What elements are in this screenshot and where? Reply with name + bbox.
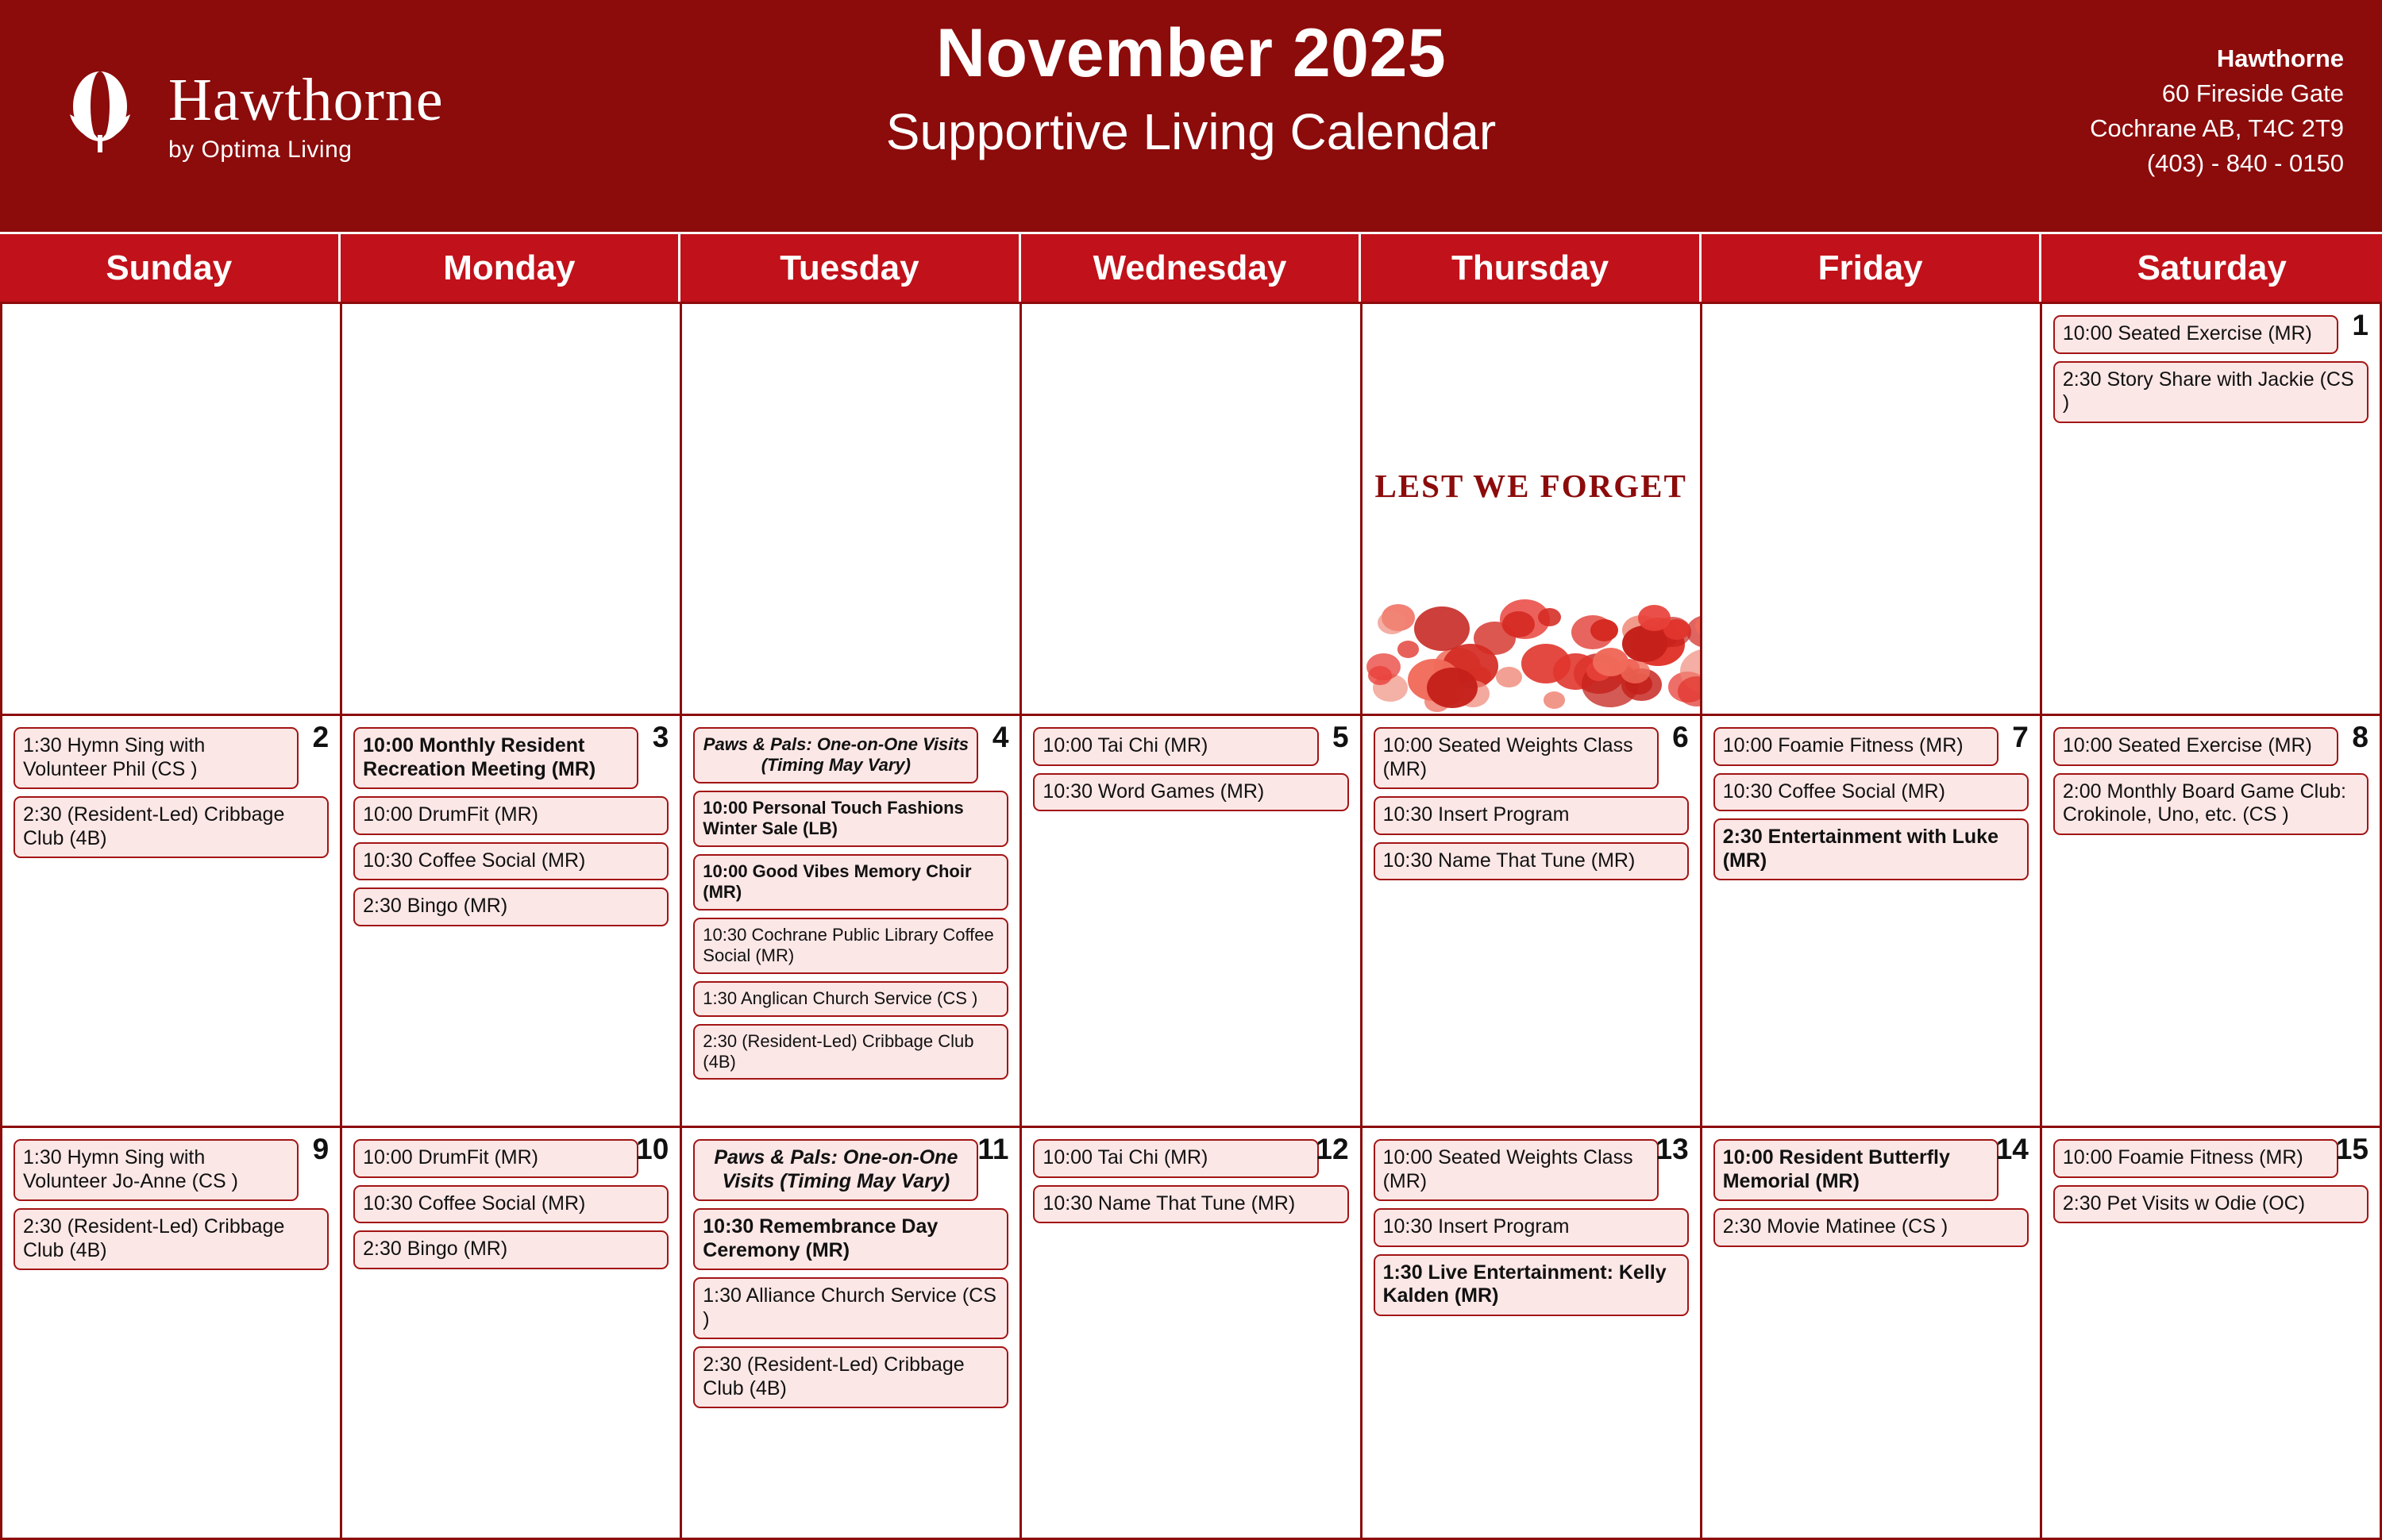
day-cell-7	[1702, 716, 2042, 1128]
event-list	[693, 1138, 1008, 1408]
day-number: 5	[1332, 721, 1349, 753]
day-cell-empty	[1702, 304, 2042, 716]
event-list	[1374, 314, 1689, 315]
calendar-event[interactable]: 10:30 Remembrance Day Ceremony (MR)	[693, 1208, 1008, 1270]
day-cell-11	[682, 1128, 1022, 1540]
calendar-event[interactable]: 2:30 Movie Matinee (CS )	[1713, 1208, 2029, 1247]
event-list	[353, 1138, 669, 1269]
day-number: 2	[312, 721, 330, 753]
day-number: 7	[2012, 721, 2029, 753]
day-number: 13	[1655, 1133, 1689, 1165]
calendar-event[interactable]: 1:30 Live Entertainment: Kelly Kalden (MR)	[1374, 1254, 1689, 1316]
day-cell-10	[342, 1128, 682, 1540]
facility-name: Hawthorne	[2216, 44, 2344, 72]
event-list	[1374, 1138, 1689, 1316]
calendar-event[interactable]: 10:00 Personal Touch Fashions Winter Sale (LB)	[693, 791, 1008, 847]
day-cell-empty	[2, 304, 342, 716]
calendar-event[interactable]: 2:30 (Resident-Led) Cribbage Club (4B)	[693, 1346, 1008, 1408]
day-number: 4	[992, 721, 1009, 753]
page-subtitle: Supportive Living Calendar	[885, 103, 1497, 160]
weekday-thursday: Thursday	[1361, 234, 1702, 302]
calendar-event[interactable]: Paws & Pals: One-on-One Visits (Timing May Vary)	[693, 1139, 978, 1201]
event-list	[13, 314, 329, 315]
calendar-event[interactable]: 1:30 Alliance Church Service (CS )	[693, 1277, 1008, 1339]
day-cell-empty	[342, 304, 682, 716]
page-title: November 2025	[935, 15, 1447, 91]
day-cell-4	[682, 716, 1022, 1128]
brand-tagline: by Optima Living	[168, 137, 353, 163]
calendar-event[interactable]: 10:00 Foamie Fitness (MR)	[2053, 1139, 2338, 1178]
day-cell-8	[2042, 716, 2382, 1128]
calendar-event[interactable]: 2:30 Entertainment with Luke (MR)	[1713, 818, 2029, 880]
calendar-event[interactable]: 2:30 (Resident-Led) Cribbage Club (4B)	[693, 1024, 1008, 1080]
calendar-event[interactable]: 10:00 DrumFit (MR)	[353, 796, 669, 835]
calendar-event[interactable]: 10:00 Monthly Resident Recreation Meeting (MR)	[353, 727, 638, 789]
weekday-tuesday: Tuesday	[680, 234, 1021, 302]
calendar-event[interactable]: 1:30 Anglican Church Service (CS )	[693, 981, 1008, 1017]
event-list	[1033, 314, 1348, 315]
day-cell-6	[1363, 716, 1702, 1128]
calendar-event[interactable]: 10:00 Seated Exercise (MR)	[2053, 315, 2338, 354]
day-number: 11	[977, 1133, 1009, 1165]
event-list	[693, 726, 1008, 1080]
calendar-event[interactable]: 10:00 DrumFit (MR)	[353, 1139, 638, 1178]
day-cell-empty	[1363, 304, 1702, 716]
weekday-wednesday: Wednesday	[1021, 234, 1362, 302]
day-cell-13	[1363, 1128, 1702, 1540]
calendar-event[interactable]: 10:30 Coffee Social (MR)	[353, 1185, 669, 1224]
day-number: 10	[636, 1133, 669, 1165]
calendar-header	[0, 0, 2382, 232]
calendar-event[interactable]: Paws & Pals: One-on-One Visits (Timing May Vary)	[693, 727, 978, 783]
event-list	[1713, 314, 2029, 315]
day-cell-1	[2042, 304, 2382, 716]
event-list	[2053, 314, 2369, 423]
day-number: 9	[312, 1133, 330, 1165]
facility-phone: (403) - 840 - 0150	[2146, 149, 2344, 178]
event-list	[13, 726, 329, 858]
calendar-event[interactable]: 10:00 Resident Butterfly Memorial (MR)	[1713, 1139, 1998, 1201]
day-cell-empty	[682, 304, 1022, 716]
event-list	[2053, 726, 2369, 835]
calendar-event[interactable]: 2:30 Story Share with Jackie (CS )	[2053, 361, 2369, 423]
calendar-event[interactable]: 2:30 Bingo (MR)	[353, 1230, 669, 1269]
day-cell-3	[342, 716, 682, 1128]
calendar-grid	[0, 302, 2382, 1540]
day-cell-12	[1022, 1128, 1362, 1540]
calendar-event[interactable]: 2:30 Bingo (MR)	[353, 887, 669, 926]
day-cell-9	[2, 1128, 342, 1540]
day-number: 1	[2352, 309, 2369, 341]
calendar-event[interactable]: 10:00 Good Vibes Memory Choir (MR)	[693, 854, 1008, 911]
day-cell-2	[2, 716, 342, 1128]
calendar-event[interactable]: 10:00 Seated Weights Class (MR)	[1374, 1139, 1659, 1201]
weekday-saturday: Saturday	[2137, 248, 2287, 287]
calendar-event[interactable]: 10:30 Name That Tune (MR)	[1374, 842, 1689, 881]
tulip-logo-icon	[49, 65, 151, 167]
calendar-event[interactable]: 10:30 Cochrane Public Library Coffee Social (MR)	[693, 918, 1008, 974]
event-list	[1033, 726, 1348, 811]
lest-we-forget-caption: LEST WE FORGET	[1374, 468, 1687, 504]
day-number: 3	[652, 721, 669, 753]
event-list	[1033, 1138, 1348, 1223]
day-cell-15	[2042, 1128, 2382, 1540]
event-list	[1374, 726, 1689, 880]
calendar-event[interactable]: 1:30 Hymn Sing with Volunteer Jo-Anne (CS )	[13, 1139, 299, 1201]
address-line-2: Cochrane AB, T4C 2T9	[2090, 114, 2344, 143]
day-number: 8	[2352, 721, 2369, 753]
event-list	[693, 314, 1008, 315]
calendar-event[interactable]: 10:30 Word Games (MR)	[1033, 773, 1348, 812]
event-list	[2053, 1138, 2369, 1223]
day-number: 12	[1316, 1133, 1349, 1165]
calendar-event[interactable]: 2:30 (Resident-Led) Cribbage Club (4B)	[13, 1208, 329, 1270]
day-number: 14	[1995, 1133, 2029, 1165]
calendar-event[interactable]: 2:30 (Resident-Led) Cribbage Club (4B)	[13, 796, 329, 858]
calendar-event[interactable]: 1:30 Hymn Sing with Volunteer Phil (CS )	[13, 727, 299, 789]
calendar-event[interactable]: 2:00 Monthly Board Game Club: Crokinole, Uno, etc. (CS )	[2053, 773, 2369, 835]
calendar-event[interactable]: 2:30 Pet Visits w Odie (OC)	[2053, 1185, 2369, 1224]
calendar-event[interactable]: 10:30 Coffee Social (MR)	[1713, 773, 2029, 812]
calendar-event[interactable]: 10:30 Name That Tune (MR)	[1033, 1185, 1348, 1224]
brand-name: Hawthorne	[168, 67, 444, 133]
event-list	[1713, 726, 2029, 880]
address-line-1: 60 Fireside Gate	[2161, 79, 2344, 108]
event-list	[1713, 1138, 2029, 1247]
event-list	[353, 726, 669, 926]
poppy-illustration	[1363, 587, 1700, 714]
day-cell-14	[1702, 1128, 2042, 1540]
event-list	[353, 314, 669, 315]
calendar-event[interactable]: 10:30 Insert Program	[1374, 796, 1689, 835]
calendar-event[interactable]: 10:30 Insert Program	[1374, 1208, 1689, 1247]
brand-logo	[0, 65, 699, 167]
weekday-header-row	[0, 232, 2382, 302]
day-number: 15	[2335, 1133, 2369, 1165]
calendar-event[interactable]: 10:00 Seated Exercise (MR)	[2053, 727, 2338, 766]
day-cell-empty	[1022, 304, 1362, 716]
weekday-sunday: Sunday	[0, 234, 341, 302]
calendar-event[interactable]: 10:00 Tai Chi (MR)	[1033, 727, 1318, 766]
calendar-event[interactable]: 10:30 Coffee Social (MR)	[353, 842, 669, 881]
day-number: 6	[1672, 721, 1689, 753]
weekday-monday: Monday	[341, 234, 681, 302]
day-cell-5	[1022, 716, 1362, 1128]
event-list	[13, 1138, 329, 1270]
facility-address	[2090, 41, 2344, 181]
weekday-friday: Friday	[1702, 234, 2042, 302]
calendar-event[interactable]: 10:00 Foamie Fitness (MR)	[1713, 727, 1998, 766]
calendar-event[interactable]: 10:00 Tai Chi (MR)	[1033, 1139, 1318, 1178]
calendar-event[interactable]: 10:00 Seated Weights Class (MR)	[1374, 727, 1659, 789]
